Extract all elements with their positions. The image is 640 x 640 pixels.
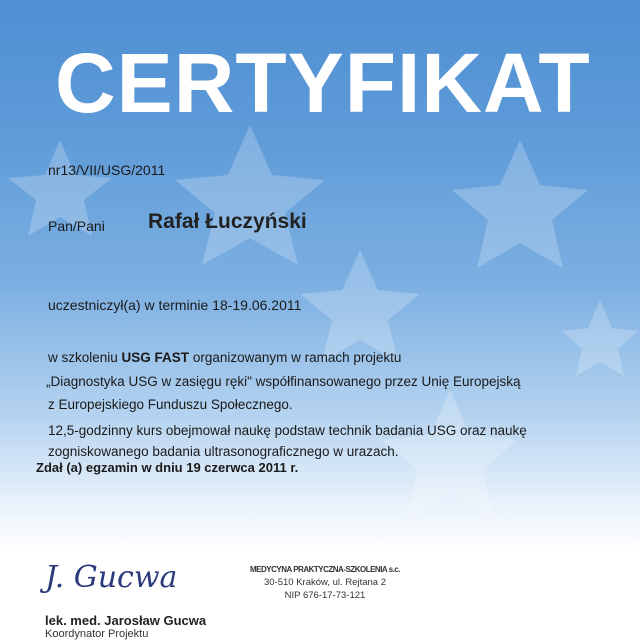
star-icon — [175, 125, 325, 265]
participation-dates: uczestniczył(a) w terminie 18-19.06.2011 — [48, 297, 302, 313]
stamp-address: 30-510 Kraków, ul. Rejtana 2 — [264, 577, 386, 588]
body-text: w szkoleniu — [48, 350, 122, 365]
certificate-number: nr13/VII/USG/2011 — [48, 162, 166, 178]
course-name: USG FAST — [121, 350, 190, 365]
body-text: organizowanym w ramach projektu — [189, 350, 402, 365]
recipient-name: Rafał Łuczyński — [148, 210, 307, 233]
star-icon — [452, 140, 588, 268]
body-text: 12,5-godzinny kurs obejmował naukę podstaw technik badania USG oraz naukę — [48, 423, 527, 438]
body-text: z Europejskiego Funduszu Społecznego. — [48, 397, 293, 412]
signatory-role: Koordynator Projektu — [45, 628, 149, 640]
stamp-name: MEDYCYNA PRAKTYCZNA-SZKOLENIA s.c. — [250, 565, 400, 574]
signatory-name: lek. med. Jarosław Gucwa — [45, 613, 207, 628]
body-text: „Diagnostyka USG w zasięgu ręki" współfinansowanego przez Unię Europejską — [46, 374, 521, 389]
company-stamp — [250, 565, 400, 601]
recipient-label: Pan/Pani — [48, 218, 105, 234]
stamp-nip: NIP 676-17-73-121 — [284, 590, 366, 601]
star-icon — [562, 300, 638, 376]
star-icon — [300, 250, 420, 362]
handwritten-signature: J. Gucwa — [45, 560, 178, 595]
exam-statement: Zdał (a) egzamin w dniu 19 czerwca 2011 r. — [36, 460, 299, 475]
certificate-title: CERTYFIKAT — [55, 36, 591, 130]
star-icon — [382, 390, 518, 518]
body-text: zogniskowanego badania ultrasonograficznego w urazach. — [48, 444, 399, 459]
